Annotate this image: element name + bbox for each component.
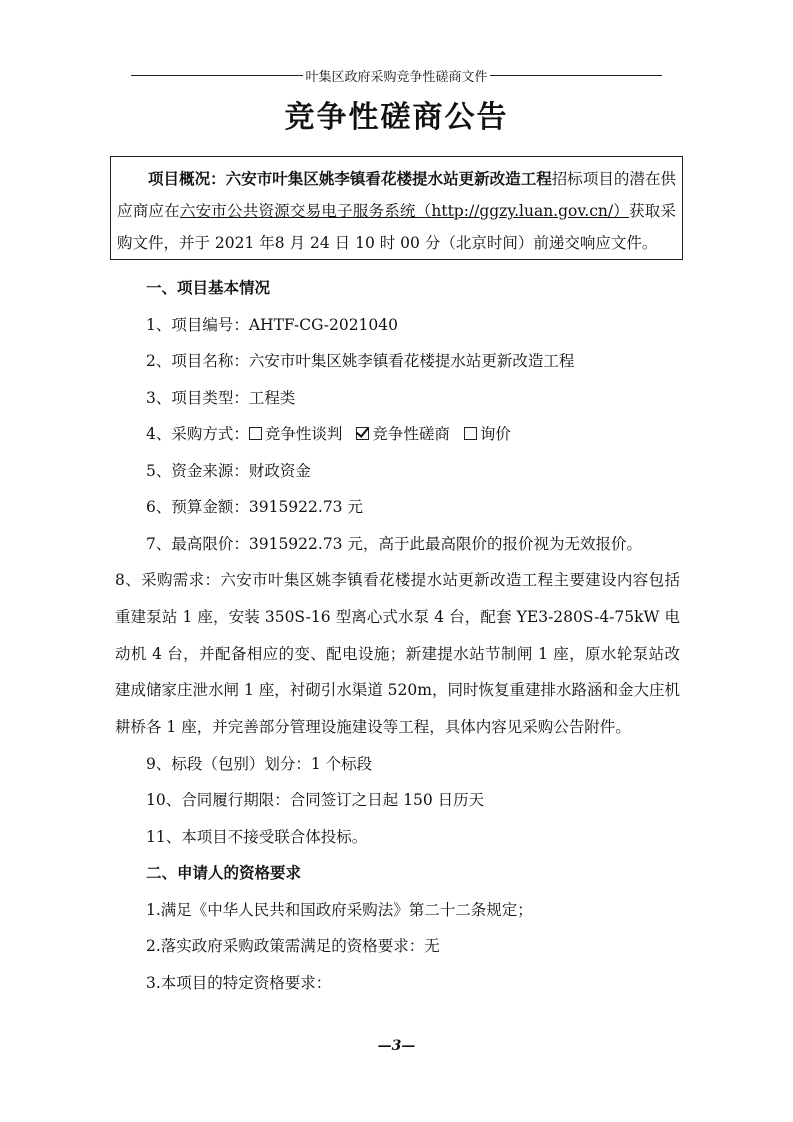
overview-platform-link[interactable]: 六安市公共资源交易电子服务系统（http://ggzy.luan.gov.cn/） <box>179 202 630 220</box>
document-body <box>115 270 680 1001</box>
project-overview-box <box>110 156 683 260</box>
header-rule-right <box>490 75 662 76</box>
document-header <box>120 66 673 85</box>
overview-label: 项目概况：六安市叶集区姚李镇看花楼提水站更新改造工程 <box>148 170 552 188</box>
page-title: 竞争性磋商公告 <box>284 100 509 135</box>
checkbox-checked-icon <box>356 427 369 440</box>
item-procurement-demand: 8、采购需求：六安市叶集区姚李镇看花楼提水站更新改造工程主要建设内容包括重建泵站 1 座，安装 350S-16 型离心式水泵 4 台，配套 YE3-280S-4-75kW 电动机 4 台，并配备相应的变、配电设施；新建提水站节制闸 1 座，原水轮泵站改建成储家庄泄水闸 1 座，衬砌引水渠道 520m，同时恢复重建排水路涵和金大庄机耕桥各 1 座，并完善部分管理设施建设等工程，具体内容见采购公告附件。 <box>115 571 680 737</box>
checkbox-empty-icon <box>464 427 477 440</box>
item-project-number: 1、项目编号：AHTF-CG-2021040 <box>146 315 399 334</box>
option-consultation: 竞争性磋商 <box>356 425 450 443</box>
item-funding-source: 5、资金来源：财政资金 <box>146 461 311 480</box>
item-max-price: 7、最高限价：3915922.73 元，高于此最高限价的报价视为无效报价。 <box>146 534 642 553</box>
section-heading: 二、申请人的资格要求 <box>146 864 302 883</box>
overview-text-2: 获取采购文件，并于 2021 年8 月 24 日 10 时 00 分（北京时间）前递交响应文件。 <box>117 202 676 252</box>
header-text: 叶集区政府采购竞争性磋商文件 <box>305 70 488 85</box>
item-procurement-method <box>115 416 680 453</box>
option-negotiation: 竞争性谈判 <box>249 425 343 443</box>
item-consortium: 11、本项目不接受联合体投标。 <box>146 827 368 846</box>
item-project-name: 2、项目名称：六安市叶集区姚李镇看花楼提水站更新改造工程 <box>146 352 575 370</box>
procurement-method-label: 4、采购方式： <box>146 425 249 443</box>
header-rule-left <box>131 75 303 76</box>
overview-text-1: 招标项目的潜在供应商应在 <box>117 170 676 220</box>
checkbox-empty-icon <box>249 427 262 440</box>
item-budget: 6、预算金额：3915922.73 元 <box>146 498 363 516</box>
qualification-item: 3.本项目的特定资格要求： <box>146 973 332 992</box>
option-inquiry: 询价 <box>464 425 511 443</box>
page-number: —3— <box>377 1038 416 1054</box>
item-project-type: 3、项目类型：工程类 <box>146 388 296 407</box>
item-contract-period: 10、合同履行期限：合同签订之日起 150 日历天 <box>146 791 485 810</box>
item-lots: 9、标段（包别）划分：1 个标段 <box>146 754 373 773</box>
qualification-item: 2.落实政府采购政策需满足的资格要求：无 <box>146 937 440 956</box>
section-heading: 一、项目基本情况 <box>146 279 271 297</box>
qualification-item: 1.满足《中华人民共和国政府采购法》第二十二条规定； <box>146 900 533 919</box>
